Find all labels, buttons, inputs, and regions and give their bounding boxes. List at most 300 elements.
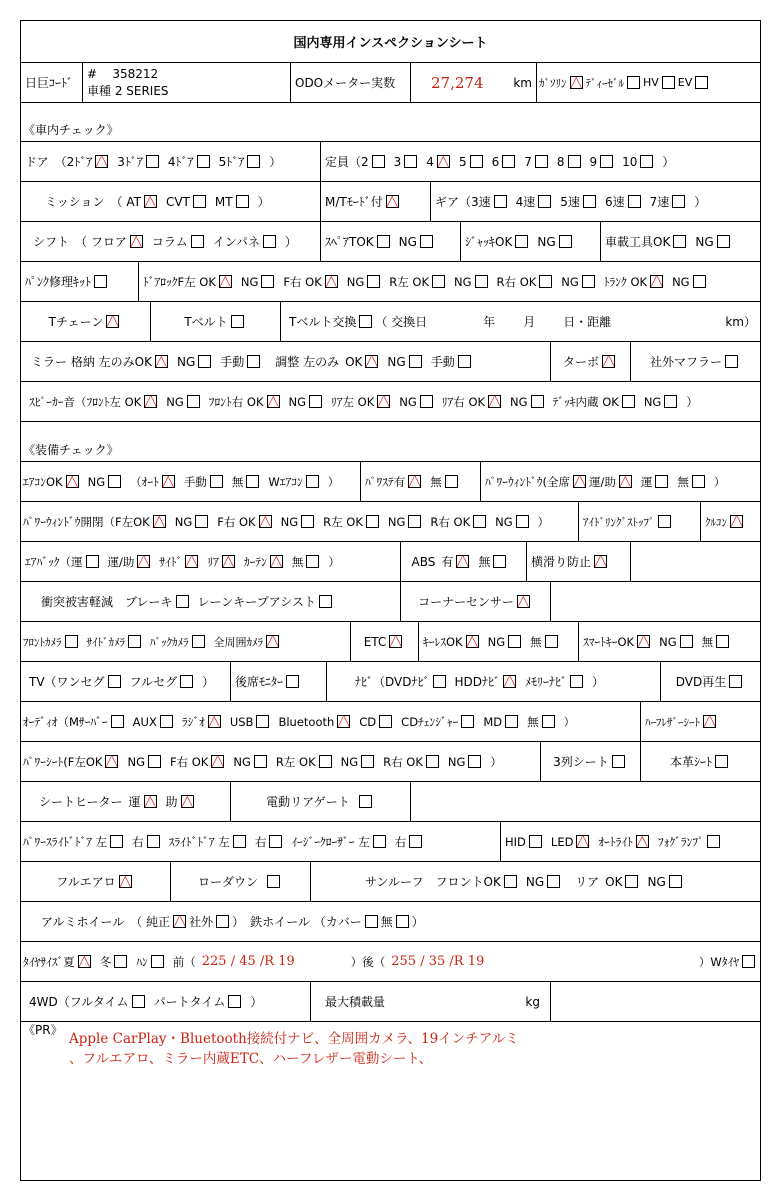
row-cell — [21, 622, 351, 661]
inspection-row — [21, 382, 760, 422]
third-row-checkbox[interactable] — [612, 755, 625, 768]
aircon-checkbox[interactable] — [66, 475, 79, 488]
audio-checkbox[interactable] — [337, 715, 350, 728]
slide-door-checkbox[interactable] — [373, 835, 386, 848]
row-cell — [361, 462, 481, 501]
steel-cover-checkbox[interactable] — [365, 915, 378, 928]
navi-checkbox[interactable] — [433, 675, 446, 688]
aircon-checkbox[interactable] — [246, 475, 259, 488]
tire-season-checkbox[interactable] — [78, 955, 91, 968]
idling-stop-checkbox[interactable] — [658, 515, 671, 528]
doorlock-checkbox[interactable] — [219, 275, 232, 288]
tire-season-checkbox[interactable] — [151, 955, 164, 968]
door-checkbox[interactable] — [95, 155, 108, 168]
row-cell — [21, 222, 321, 261]
window-open-checkbox[interactable] — [153, 515, 166, 528]
mission-checkbox[interactable] — [193, 195, 206, 208]
audio-checkbox[interactable] — [208, 715, 221, 728]
row-cell — [139, 262, 760, 301]
row-cell — [21, 342, 551, 381]
text: ） — [686, 394, 698, 409]
power-window-checkbox[interactable] — [619, 475, 632, 488]
row-cell — [281, 302, 760, 341]
audio-label: CD — [359, 714, 377, 729]
airbag-checkbox[interactable] — [270, 555, 283, 568]
mirror-fold-checkbox[interactable] — [247, 355, 260, 368]
capacity-checkbox[interactable] — [502, 155, 515, 168]
doorlock-checkbox[interactable] — [693, 275, 706, 288]
power-seat-checkbox[interactable] — [148, 755, 161, 768]
inspection-row — [21, 782, 760, 822]
text: ） — [490, 754, 502, 769]
doorlock-label: R右 OK — [496, 274, 537, 289]
row-cell — [21, 902, 760, 941]
row-cell — [631, 342, 760, 381]
aircon-checkbox[interactable] — [306, 475, 319, 488]
tv-checkbox[interactable] — [108, 675, 121, 688]
light-checkbox[interactable] — [707, 835, 720, 848]
fuel-checkbox[interactable] — [627, 76, 640, 89]
collision-checkbox[interactable] — [176, 595, 189, 608]
power-steering-checkbox[interactable] — [408, 475, 421, 488]
power-seat-label: F左OK — [67, 754, 103, 769]
text: ﾊﾟﾜｽﾃ — [365, 474, 394, 489]
spare-checkbox[interactable] — [377, 235, 390, 248]
cruise-checkbox[interactable] — [730, 515, 743, 528]
keyless-label: OK — [446, 634, 463, 649]
door-label: 3ﾄﾞｱ — [117, 155, 143, 169]
fourwd-checkbox[interactable] — [228, 995, 241, 1008]
text: 後席ﾓﾆﾀｰ — [235, 675, 284, 689]
turbo-checkbox[interactable] — [602, 355, 615, 368]
puncture-checkbox[interactable] — [94, 275, 107, 288]
odo-value-cell — [411, 63, 537, 102]
camera-checkbox[interactable] — [192, 635, 205, 648]
mission-checkbox[interactable] — [144, 195, 157, 208]
spare-label: NG — [398, 234, 417, 249]
speaker-checkbox[interactable] — [488, 395, 501, 408]
text: コーナーセンサー — [418, 595, 514, 609]
inspection-row — [21, 742, 760, 782]
keyless-checkbox[interactable] — [545, 635, 558, 648]
pr-line-2: 、フルエアロ、ミラー内蔵ETC、ハーフレザー電動シート、 — [69, 1051, 433, 1067]
audio-label: CDﾁｪﾝｼﾞｬｰ — [401, 714, 459, 729]
navi-checkbox[interactable] — [570, 675, 583, 688]
gear-checkbox[interactable] — [494, 195, 507, 208]
tools-checkbox[interactable] — [717, 235, 730, 248]
sunroof-front-checkbox[interactable] — [504, 875, 517, 888]
power-window-label: 運/助 — [589, 474, 616, 489]
full-aero-checkbox[interactable] — [119, 875, 132, 888]
jack-checkbox[interactable] — [515, 235, 528, 248]
slide-door-label: 右 — [132, 834, 144, 849]
tools-checkbox[interactable] — [673, 235, 686, 248]
text: 車載工具 — [605, 235, 654, 249]
power-gate-checkbox[interactable] — [359, 795, 372, 808]
stock-number: 358212 — [112, 66, 159, 81]
aircon-checkbox[interactable] — [210, 475, 223, 488]
spare-label: OK — [356, 234, 374, 249]
airbag-label: 運 — [71, 554, 83, 569]
speaker-checkbox[interactable] — [622, 395, 635, 408]
capacity-checkbox[interactable] — [470, 155, 483, 168]
sunroof-front-checkbox[interactable] — [547, 875, 560, 888]
window-open-checkbox[interactable] — [195, 515, 208, 528]
mt-mode-checkbox[interactable] — [386, 195, 399, 208]
keyless-checkbox[interactable] — [508, 635, 521, 648]
power-steering-label: 無 — [430, 474, 442, 489]
smartkey-checkbox[interactable] — [716, 635, 729, 648]
spare-checkbox[interactable] — [420, 235, 433, 248]
row-cell — [21, 502, 579, 541]
door-label: （2ﾄﾞｱ — [54, 155, 93, 169]
light-checkbox[interactable] — [576, 835, 589, 848]
tire-front-rim: 19 — [278, 954, 295, 969]
fourwd-checkbox[interactable] — [132, 995, 145, 1008]
airbag-checkbox[interactable] — [86, 555, 99, 568]
gear-checkbox[interactable] — [628, 195, 641, 208]
row-cell — [21, 662, 231, 701]
row-cell — [327, 662, 661, 701]
doorlock-label: F左 OK — [177, 274, 216, 289]
inspection-row — [21, 982, 760, 1022]
text: ローダウン — [197, 875, 258, 889]
inspection-row — [21, 942, 760, 982]
window-open-checkbox[interactable] — [366, 515, 379, 528]
text: サンルーフ フロント — [365, 875, 484, 889]
aircon-label: OK — [46, 474, 63, 489]
tv-checkbox[interactable] — [180, 675, 193, 688]
shift-checkbox[interactable] — [191, 235, 204, 248]
fuel-label: ｶﾞｿﾘﾝ — [539, 76, 567, 90]
camera-checkbox[interactable] — [266, 635, 279, 648]
text: ﾊﾟﾜｰｼｰﾄ( — [23, 754, 68, 769]
audio-label: USB — [229, 714, 254, 729]
text: ｴｱﾊﾞｯｸ（ — [25, 554, 71, 569]
aircon-checkbox[interactable] — [162, 475, 175, 488]
speaker-label: NG — [288, 394, 307, 409]
power-seat-label: R右 OK — [383, 754, 423, 769]
airbag-label: 運/助 — [107, 554, 135, 569]
mission-checkbox[interactable] — [236, 195, 249, 208]
row-cell — [231, 782, 411, 821]
row-cell — [661, 662, 760, 701]
airbag-checkbox[interactable] — [137, 555, 150, 568]
text: ） — [284, 235, 297, 249]
smartkey-label: NG — [659, 634, 677, 649]
row-cell — [551, 982, 760, 1021]
text: ） — [250, 995, 263, 1009]
wheel-genuine-checkbox[interactable] — [173, 915, 186, 928]
power-seat-checkbox[interactable] — [361, 755, 374, 768]
capacity-label: 6 — [491, 154, 500, 169]
gear-checkbox[interactable] — [672, 195, 685, 208]
speaker-label: ﾃﾞｯｷ内蔵 OK — [552, 394, 619, 409]
inspection-row — [21, 662, 760, 702]
speaker-label: ﾌﾛﾝﾄ左 OK — [86, 394, 142, 409]
shift-checkbox[interactable] — [263, 235, 276, 248]
doorlock-label: NG — [240, 274, 259, 289]
row-cell — [601, 222, 760, 261]
capacity-label: 3 — [393, 154, 402, 169]
capacity-checkbox[interactable] — [535, 155, 548, 168]
mirror-adjust-checkbox[interactable] — [458, 355, 471, 368]
window-open-label: R左 OK — [323, 514, 363, 529]
tv-label: ワンセグ — [56, 675, 105, 689]
text: アルミホイール （ 純正 — [41, 915, 171, 929]
door-checkbox[interactable] — [247, 155, 260, 168]
doorlock-checkbox[interactable] — [261, 275, 274, 288]
shift-label: インパネ — [212, 235, 260, 249]
text: ） — [592, 675, 605, 689]
slide-door-checkbox[interactable] — [409, 835, 422, 848]
t-chain-checkbox[interactable] — [106, 315, 119, 328]
seat-heater-checkbox[interactable] — [181, 795, 194, 808]
fourwd-label: パートタイム — [153, 995, 226, 1009]
tire-season-checkbox[interactable] — [114, 955, 127, 968]
power-seat-checkbox[interactable] — [468, 755, 481, 768]
slide-door-label: ｲｰｼﾞｰｸﾛｰｻﾞｰ 左 — [291, 834, 370, 849]
section-interior: 《車内チェック》 — [23, 123, 119, 137]
capacity-checkbox[interactable] — [404, 155, 417, 168]
text: ） — [713, 474, 726, 489]
tire-rear-ratio: 35 — [428, 954, 446, 969]
mirror-adjust-checkbox[interactable] — [409, 355, 422, 368]
inspection-row — [21, 502, 760, 542]
inspection-row — [21, 542, 760, 582]
jack-checkbox[interactable] — [559, 235, 572, 248]
slide-door-checkbox[interactable] — [147, 835, 160, 848]
camera-checkbox[interactable] — [65, 635, 78, 648]
text: ターボ — [562, 355, 599, 369]
speaker-label: ﾘｱ左 OK — [331, 394, 375, 409]
audio-checkbox[interactable] — [256, 715, 269, 728]
abs-checkbox[interactable] — [493, 555, 506, 568]
capacity-checkbox[interactable] — [600, 155, 613, 168]
doorlock-checkbox[interactable] — [582, 275, 595, 288]
slide-door-label: ｽﾗｲﾄﾞﾄﾞｱ 左 — [168, 834, 230, 849]
gear-checkbox[interactable] — [583, 195, 596, 208]
text: Tベルト — [184, 315, 228, 329]
text: ABS — [411, 554, 436, 569]
keyless-checkbox[interactable] — [466, 635, 479, 648]
light-checkbox[interactable] — [636, 835, 649, 848]
etc-checkbox[interactable] — [389, 635, 402, 648]
power-steering-checkbox[interactable] — [445, 475, 458, 488]
speaker-checkbox[interactable] — [664, 395, 677, 408]
gear-label: 7速 — [649, 195, 670, 209]
power-seat-checkbox[interactable] — [254, 755, 267, 768]
row-cell — [527, 542, 631, 581]
shift-checkbox[interactable] — [130, 235, 143, 248]
slide-door-checkbox[interactable] — [233, 835, 246, 848]
row-cell — [21, 302, 151, 341]
camera-label: 全周囲ｶﾒﾗ — [213, 635, 263, 649]
corner-sensor-checkbox[interactable] — [517, 595, 530, 608]
speaker-checkbox[interactable] — [267, 395, 280, 408]
capacity-checkbox[interactable] — [437, 155, 450, 168]
capacity-checkbox[interactable] — [568, 155, 581, 168]
inspection-row — [21, 702, 760, 742]
window-open-label: NG — [280, 514, 299, 529]
text: ） — [232, 915, 245, 929]
audio-checkbox[interactable] — [542, 715, 555, 728]
row-cell — [431, 182, 760, 221]
steel-none-checkbox[interactable] — [396, 915, 409, 928]
rear-monitor-checkbox[interactable] — [286, 675, 299, 688]
power-window-checkbox[interactable] — [692, 475, 705, 488]
mirror-fold-checkbox[interactable] — [198, 355, 211, 368]
t-belt-change-checkbox[interactable] — [359, 315, 372, 328]
window-open-checkbox[interactable] — [408, 515, 421, 528]
power-window-checkbox[interactable] — [655, 475, 668, 488]
camera-label: ﾊﾞｯｸｶﾒﾗ — [150, 635, 189, 649]
text: Tチェーン — [48, 315, 104, 329]
sunroof-rear-checkbox[interactable] — [669, 875, 682, 888]
text: TV（ — [29, 675, 57, 689]
power-seat-checkbox[interactable] — [319, 755, 332, 768]
doorlock-checkbox[interactable] — [325, 275, 338, 288]
slide-door-checkbox[interactable] — [269, 835, 282, 848]
lane-keep-checkbox[interactable] — [319, 595, 332, 608]
speaker-checkbox[interactable] — [531, 395, 544, 408]
half-leather-checkbox[interactable] — [703, 715, 716, 728]
tire-season-label: 夏 — [63, 954, 75, 969]
tire-season-label: 冬 — [99, 954, 112, 969]
row-cell — [21, 982, 311, 1021]
text: ） — [537, 514, 550, 529]
speaker-checkbox[interactable] — [187, 395, 200, 408]
fuel-checkbox[interactable] — [662, 76, 675, 89]
text: シートヒーター — [39, 795, 123, 809]
wheel-aftermarket-checkbox[interactable] — [216, 915, 229, 928]
keyless-label: 無 — [530, 634, 542, 649]
sheet-title — [21, 21, 760, 63]
doorlock-checkbox[interactable] — [539, 275, 552, 288]
shift-label: コラム — [151, 235, 188, 249]
fourwd-label: フルタイム — [69, 995, 129, 1009]
doorlock-checkbox[interactable] — [432, 275, 445, 288]
light-label: HID — [505, 834, 526, 849]
fuel-checkbox[interactable] — [570, 76, 583, 89]
header-row — [21, 63, 760, 103]
smartkey-checkbox[interactable] — [637, 635, 650, 648]
audio-checkbox[interactable] — [160, 715, 173, 728]
speaker-label: ﾘｱ右 OK — [441, 394, 486, 409]
abs-checkbox[interactable] — [456, 555, 469, 568]
tire-rear-width: 255 — [391, 954, 417, 969]
audio-checkbox[interactable] — [461, 715, 474, 728]
number-model-cell — [83, 63, 291, 102]
audio-checkbox[interactable] — [379, 715, 392, 728]
camera-checkbox[interactable] — [128, 635, 141, 648]
inspection-row — [21, 622, 760, 662]
capacity-label: 8 — [556, 154, 565, 169]
text: kg — [525, 994, 540, 1009]
sunroof-rear-label: OK — [605, 874, 623, 889]
mirror-adjust-checkbox[interactable] — [365, 355, 378, 368]
jack-label: OK — [495, 234, 513, 249]
speaker-checkbox[interactable] — [420, 395, 433, 408]
dvd-checkbox[interactable] — [729, 675, 742, 688]
row-cell — [21, 782, 231, 821]
doorlock-label: ﾄﾗﾝｸ OK — [603, 274, 648, 289]
window-open-checkbox[interactable] — [473, 515, 486, 528]
fuel-checkbox[interactable] — [695, 76, 708, 89]
smartkey-checkbox[interactable] — [680, 635, 693, 648]
mirror-fold-checkbox[interactable] — [155, 355, 168, 368]
airbag-checkbox[interactable] — [222, 555, 235, 568]
muffler-checkbox[interactable] — [725, 355, 738, 368]
window-open-checkbox[interactable] — [259, 515, 272, 528]
sunroof-front-label: OK — [483, 874, 501, 889]
gear-checkbox[interactable] — [538, 195, 551, 208]
doorlock-checkbox[interactable] — [475, 275, 488, 288]
row-cell — [401, 582, 551, 621]
power-seat-checkbox[interactable] — [426, 755, 439, 768]
seat-heater-checkbox[interactable] — [144, 795, 157, 808]
skid-checkbox[interactable] — [594, 555, 607, 568]
airbag-checkbox[interactable] — [306, 555, 319, 568]
text: ｷｰﾚｽ — [423, 634, 446, 649]
capacity-checkbox[interactable] — [372, 155, 385, 168]
speaker-checkbox[interactable] — [309, 395, 322, 408]
text: ｽﾋﾟｰｶｰ音（ — [29, 394, 87, 409]
mirror-adjust-label: 手動 — [430, 355, 455, 369]
doorlock-checkbox[interactable] — [650, 275, 663, 288]
light-checkbox[interactable] — [529, 835, 542, 848]
text: フルエアロ — [56, 875, 116, 889]
text: ） — [694, 195, 707, 209]
door-checkbox[interactable] — [197, 155, 210, 168]
text: 最大積載量 — [325, 995, 386, 1009]
speaker-checkbox[interactable] — [377, 395, 390, 408]
sunroof-rear-checkbox[interactable] — [625, 875, 638, 888]
leather-checkbox[interactable] — [715, 755, 728, 768]
doorlock-checkbox[interactable] — [367, 275, 380, 288]
audio-checkbox[interactable] — [111, 715, 124, 728]
slide-door-checkbox[interactable] — [110, 835, 123, 848]
text: ） — [202, 675, 215, 689]
speaker-checkbox[interactable] — [144, 395, 157, 408]
pw-all-checkbox[interactable] — [573, 475, 586, 488]
window-open-checkbox[interactable] — [516, 515, 529, 528]
navi-checkbox[interactable] — [503, 675, 516, 688]
fuel-label: EV — [677, 76, 693, 89]
door-checkbox[interactable] — [146, 155, 159, 168]
t-belt-checkbox[interactable] — [231, 315, 244, 328]
text: M/Tﾓｰﾄﾞ付 — [325, 195, 383, 209]
power-seat-checkbox[interactable] — [211, 755, 224, 768]
power-window-label: 無 — [677, 474, 689, 489]
model-name: 車種 2 SERIES — [87, 83, 169, 98]
camera-label: ﾌﾛﾝﾄｶﾒﾗ — [23, 635, 62, 649]
odo-value: 27,274 — [431, 73, 484, 92]
aircon-checkbox[interactable] — [108, 475, 121, 488]
capacity-label: 10 — [622, 154, 638, 169]
capacity-checkbox[interactable] — [640, 155, 653, 168]
lowdown-checkbox[interactable] — [267, 875, 280, 888]
airbag-checkbox[interactable] — [185, 555, 198, 568]
text: Wﾀｲﾔ — [710, 954, 739, 969]
gear-label: 4速 — [515, 195, 536, 209]
window-open-checkbox[interactable] — [301, 515, 314, 528]
text: 月 — [523, 315, 536, 329]
capacity-label: 7 — [524, 154, 532, 169]
audio-checkbox[interactable] — [505, 715, 518, 728]
power-seat-checkbox[interactable] — [105, 755, 118, 768]
w-tire-checkbox[interactable] — [742, 955, 755, 968]
